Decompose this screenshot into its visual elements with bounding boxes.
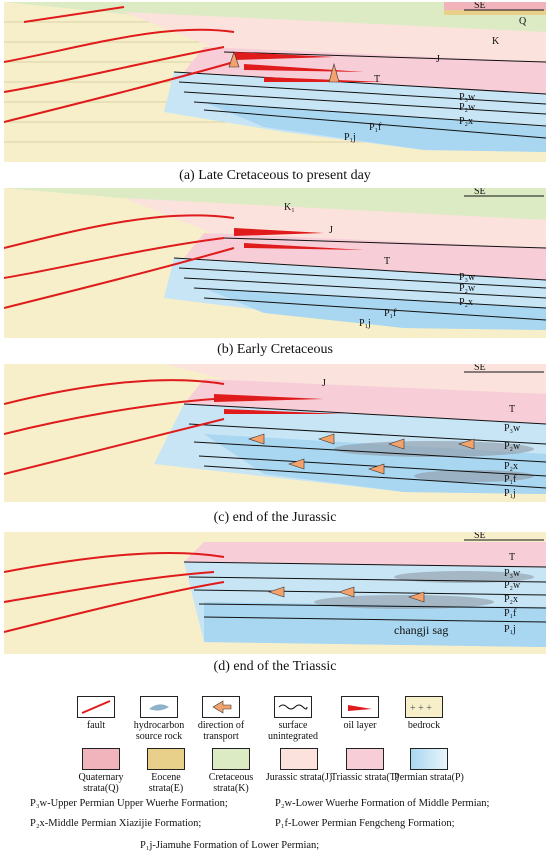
label-k: K bbox=[492, 36, 500, 47]
legend-transport: direction of transport bbox=[186, 696, 256, 742]
bedrock-icon bbox=[406, 697, 442, 717]
direction-label-d: SE bbox=[474, 532, 486, 541]
wavy-line-icon bbox=[275, 697, 311, 717]
source-rock-icon bbox=[141, 697, 177, 717]
caption-c: (c) end of the Jurassic bbox=[213, 510, 337, 525]
label-p2w-c: P₂w bbox=[504, 441, 521, 452]
label-p2x-b: P₂x bbox=[459, 297, 474, 308]
legend-source-rock: hydrocarbon source rock bbox=[124, 696, 194, 742]
label-j: J bbox=[436, 54, 440, 65]
label-p2w: P₂w bbox=[459, 102, 476, 113]
legend-oil-layer: oil layer bbox=[330, 696, 390, 731]
note-p1f: P₁f-Lower Permian Fengcheng Formation; bbox=[275, 818, 455, 829]
label-p3w: P₃w bbox=[459, 92, 476, 103]
legend-unconformity: surface unintegrated bbox=[258, 696, 328, 742]
label-p1f-c: P₁f bbox=[504, 474, 517, 485]
label-p1j-c: P₁j bbox=[504, 488, 516, 499]
label-p2x-c: P₂x bbox=[504, 461, 519, 472]
direction-label-c: SE bbox=[474, 364, 486, 373]
label-p2x-d: P₂x bbox=[504, 594, 519, 605]
panel-a bbox=[4, 2, 546, 162]
label-p2x: P₂x bbox=[459, 116, 474, 127]
legend-triassic: Triassic strata(T) bbox=[330, 748, 400, 783]
label-t-c: T bbox=[509, 404, 516, 415]
legend-quaternary: Quaternary strata(Q) bbox=[66, 748, 136, 794]
label-j-b: J bbox=[329, 225, 333, 236]
label-p1j: P₁j bbox=[344, 132, 356, 143]
legend-eocene: Eocene strata(E) bbox=[136, 748, 196, 794]
legend-jurassic: Jurassic strata(J) bbox=[264, 748, 334, 783]
caption-a: (a) Late Cretaceous to present day bbox=[179, 168, 371, 183]
label-p2w-b: P₂w bbox=[459, 283, 476, 294]
panel-d bbox=[4, 532, 546, 654]
label-t: T bbox=[374, 74, 381, 85]
label-p2w-d: P₂w bbox=[504, 580, 521, 591]
label-p1j-b: P₁j bbox=[359, 318, 371, 329]
label-p1f-b: P₁f bbox=[384, 308, 397, 319]
cross-section-b bbox=[4, 188, 546, 338]
caption-b: (b) Early Cretaceous bbox=[217, 342, 333, 357]
svg-text:+ + +: + + + bbox=[410, 703, 432, 714]
caption-d: (d) end of the Triassic bbox=[213, 659, 337, 674]
label-p1f: P₁f bbox=[369, 122, 382, 133]
legend bbox=[0, 690, 550, 868]
label-p1f-d: P₁f bbox=[504, 608, 517, 619]
panel-c bbox=[4, 364, 546, 502]
cross-section-c bbox=[4, 364, 546, 502]
legend-bedrock: + + + bedrock bbox=[394, 696, 454, 731]
label-j-c: J bbox=[322, 378, 326, 389]
oil-layer-icon bbox=[342, 697, 378, 717]
label-t-d: T bbox=[509, 552, 516, 563]
note-p1j: P₁j-Jiamuhe Formation of Lower Permian; bbox=[140, 840, 320, 851]
label-q: Q bbox=[519, 16, 527, 27]
label-sag: changji sag bbox=[394, 623, 449, 637]
label-k1: K₁ bbox=[284, 202, 295, 213]
arrow-icon bbox=[203, 697, 239, 717]
note-p2w: P₂w-Lower Wuerhe Formation of Middle Permian; bbox=[275, 798, 490, 809]
label-p3w-b: P₃w bbox=[459, 272, 476, 283]
legend-permian: Permian strata(P) bbox=[394, 748, 464, 783]
fault-icon bbox=[78, 697, 114, 717]
label-p1j-d: P₁j bbox=[504, 624, 516, 635]
note-p2x: P₂x-Middle Permian Xiazijie Formation; bbox=[30, 818, 202, 829]
label-t-b: T bbox=[384, 256, 391, 267]
panel-b bbox=[4, 188, 546, 338]
legend-fault: fault bbox=[66, 696, 126, 731]
cross-section-d bbox=[4, 532, 546, 654]
label-p3w-c: P₃w bbox=[504, 423, 521, 434]
label-p3w-d: P₃w bbox=[504, 568, 521, 579]
note-p3w: P₃w-Upper Permian Upper Wuerhe Formation; bbox=[30, 798, 228, 809]
legend-cretaceous: Cretaceous strata(K) bbox=[196, 748, 266, 794]
direction-label-a: SE bbox=[474, 2, 486, 11]
cross-section-a bbox=[4, 2, 546, 162]
direction-label-b: SE bbox=[474, 188, 486, 197]
